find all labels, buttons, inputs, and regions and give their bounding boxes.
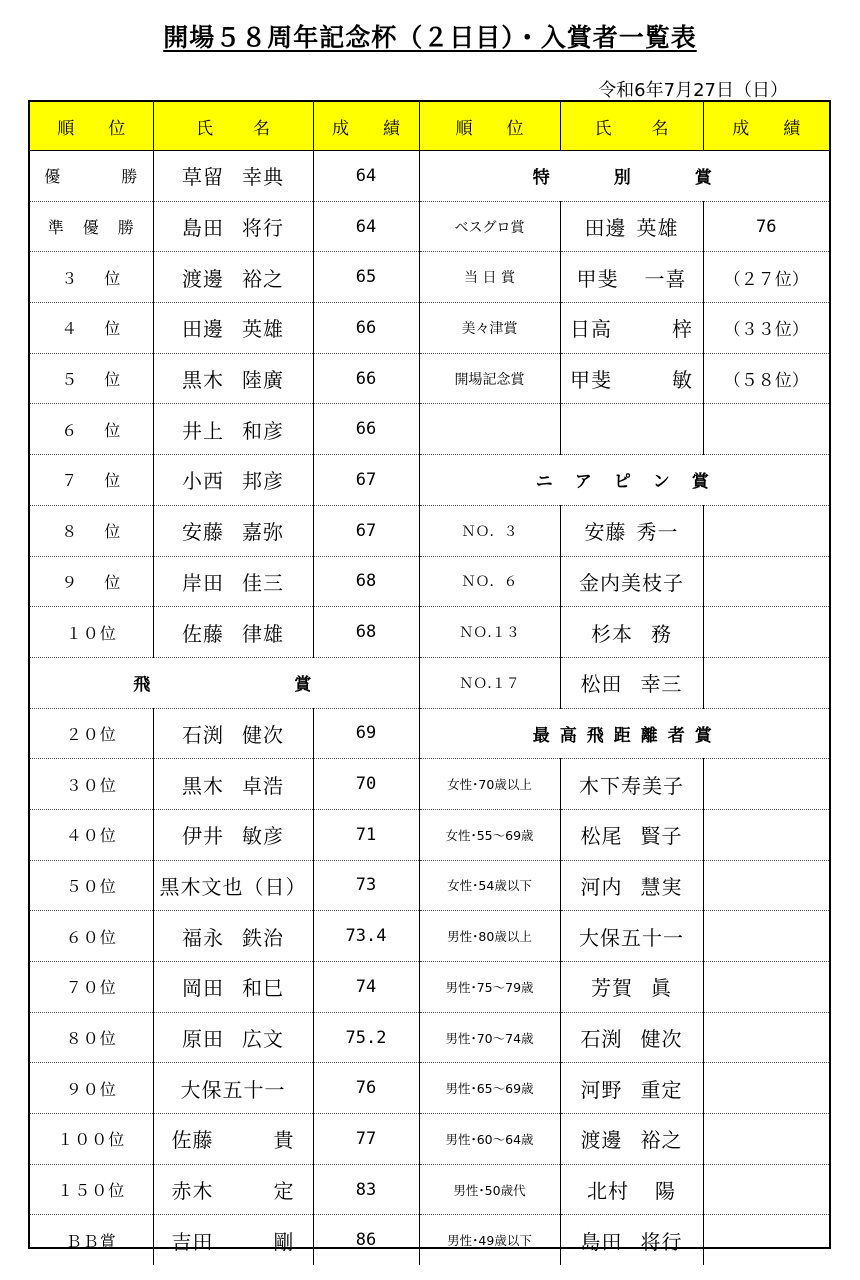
category-label: 男性･60～64歳 (419, 1114, 560, 1165)
empty-cell (703, 1063, 829, 1114)
score-cell: 83 (313, 1164, 419, 1215)
category-label: 男性･49歳以下 (419, 1215, 560, 1265)
longest-drive-winner: 河野 重定 (560, 1063, 703, 1114)
award-winner: 甲斐 敏 (560, 353, 703, 404)
player-name: 伊井 敏彦 (153, 809, 313, 860)
hole-number: ＮＯ.１３ (419, 607, 560, 658)
award-rank-note: （３３位） (703, 303, 829, 354)
rank-cell: ７ 位 (30, 455, 153, 506)
player-name: 島田 将行 (153, 201, 313, 252)
table-row (30, 353, 829, 404)
award-winner: 田邊 英雄 (560, 201, 703, 252)
table-row (30, 1114, 829, 1165)
longest-drive-winner: 河内 慧実 (560, 860, 703, 911)
empty-cell (703, 607, 829, 658)
longest-drive-winner: 北村 陽 (560, 1164, 703, 1215)
score-cell: 66 (313, 303, 419, 354)
rank-cell: １０位 (30, 607, 153, 658)
score-cell: 77 (313, 1114, 419, 1165)
header-rank: 順 位 (30, 102, 153, 151)
empty-cell (703, 505, 829, 556)
empty-cell (703, 1164, 829, 1215)
player-name: 大保五十一 (153, 1063, 313, 1114)
rank-cell: ６０位 (30, 911, 153, 962)
longest-drive-winner: 石渕 健次 (560, 1012, 703, 1063)
empty-cell (419, 404, 560, 455)
special-award-section: 特 別 賞 (419, 151, 829, 202)
player-name: 黒木 卓浩 (153, 759, 313, 810)
empty-cell (560, 404, 703, 455)
category-label: 女性･70歳以上 (419, 759, 560, 810)
fly-award-section: 飛 賞 (30, 657, 419, 708)
hole-number: ＮＯ.１７ (419, 657, 560, 708)
rank-cell: ５ 位 (30, 353, 153, 404)
award-name: 当 日 賞 (419, 252, 560, 303)
page-title: 開場５８周年記念杯（２日目）・入賞者一覧表 (163, 23, 697, 52)
score-cell: 67 (313, 505, 419, 556)
player-name: 佐藤 貴 (153, 1114, 313, 1165)
rank-cell: ４ 位 (30, 303, 153, 354)
score-cell: 73 (313, 860, 419, 911)
table-row (30, 809, 829, 860)
longest-drive-winner: 大保五十一 (560, 911, 703, 962)
award-rank-note: （２７位） (703, 252, 829, 303)
empty-cell (703, 404, 829, 455)
table-row (30, 201, 829, 252)
player-name: 小西 邦彦 (153, 455, 313, 506)
player-name: 福永 鉄治 (153, 911, 313, 962)
table-row (30, 252, 829, 303)
category-label: 男性･70～74歳 (419, 1012, 560, 1063)
category-label: 女性･54歳以下 (419, 860, 560, 911)
player-name: 黒木文也（日） (153, 860, 313, 911)
category-label: 男性･80歳以上 (419, 911, 560, 962)
player-name: 井上 和彦 (153, 404, 313, 455)
table-row (30, 607, 829, 658)
longest-drive-winner: 木下寿美子 (560, 759, 703, 810)
rank-cell: ８０位 (30, 1012, 153, 1063)
award-rank-note: （５８位） (703, 353, 829, 404)
table-row (30, 962, 829, 1013)
score-cell: 67 (313, 455, 419, 506)
results-table-frame (28, 100, 831, 1254)
table-row (30, 505, 829, 556)
player-name: 原田 広文 (153, 1012, 313, 1063)
table-row (30, 708, 829, 759)
rank-cell: １５０位 (30, 1164, 153, 1215)
header-name: 氏 名 (560, 102, 703, 151)
empty-cell (703, 759, 829, 810)
nearpin-section: ニ ア ピ ン 賞 (419, 455, 829, 506)
category-label: 女性･55～69歳 (419, 809, 560, 860)
rank-cell: ７０位 (30, 962, 153, 1013)
event-date: 令和6年7月27日（日） (598, 80, 788, 101)
rank-cell: ４０位 (30, 809, 153, 860)
score-cell: 74 (313, 962, 419, 1013)
score-cell: 66 (313, 404, 419, 455)
table-row (30, 759, 829, 810)
table-row (30, 303, 829, 354)
score-cell: 69 (313, 708, 419, 759)
score-cell: 71 (313, 809, 419, 860)
rank-cell: ８ 位 (30, 505, 153, 556)
rank-cell: １００位 (30, 1114, 153, 1165)
header-row (30, 102, 829, 151)
award-winner: 甲斐 一喜 (560, 252, 703, 303)
table-row (30, 1164, 829, 1215)
table-row (30, 1012, 829, 1063)
score-cell: 64 (313, 151, 419, 202)
rank-cell: ３０位 (30, 759, 153, 810)
header-score: 成 績 (313, 102, 419, 151)
nearpin-winner: 金内美枝子 (560, 556, 703, 607)
nearpin-winner: 杉本 務 (560, 607, 703, 658)
player-name: 渡邊 裕之 (153, 252, 313, 303)
rank-cell: 準 優 勝 (30, 201, 153, 252)
empty-cell (703, 657, 829, 708)
hole-number: ＮＯ．６ (419, 556, 560, 607)
empty-cell (703, 809, 829, 860)
empty-cell (703, 1012, 829, 1063)
player-name: 岡田 和巳 (153, 962, 313, 1013)
score-cell: 65 (313, 252, 419, 303)
award-winner: 日高 梓 (560, 303, 703, 354)
score-cell: 68 (313, 556, 419, 607)
rank-cell: ２０位 (30, 708, 153, 759)
score-cell: 73.4 (313, 911, 419, 962)
rank-cell: ３ 位 (30, 252, 153, 303)
header-name: 氏 名 (153, 102, 313, 151)
empty-cell (703, 962, 829, 1013)
table-row (30, 151, 829, 202)
score-cell: 68 (313, 607, 419, 658)
empty-cell (703, 556, 829, 607)
results-table (30, 102, 829, 1265)
empty-cell (703, 911, 829, 962)
header-rank: 順 位 (419, 102, 560, 151)
score-cell: 70 (313, 759, 419, 810)
table-row (30, 1063, 829, 1114)
player-name: 石渕 健次 (153, 708, 313, 759)
award-name: 美々津賞 (419, 303, 560, 354)
table-row (30, 1215, 829, 1265)
rank-cell: ６ 位 (30, 404, 153, 455)
category-label: 男性･50歳代 (419, 1164, 560, 1215)
player-name: 黒木 陸廣 (153, 353, 313, 404)
award-name: 開場記念賞 (419, 353, 560, 404)
score-cell: 76 (313, 1063, 419, 1114)
empty-cell (703, 860, 829, 911)
empty-cell (703, 1215, 829, 1265)
rank-cell: ９０位 (30, 1063, 153, 1114)
table-row (30, 860, 829, 911)
table-row (30, 657, 829, 708)
player-name: 佐藤 律雄 (153, 607, 313, 658)
rank-cell: 優 勝 (30, 151, 153, 202)
nearpin-winner: 松田 幸三 (560, 657, 703, 708)
rank-cell: ＢＢ賞 (65, 1231, 117, 1251)
rank-cell: ５０位 (30, 860, 153, 911)
longest-drive-winner: 芳賀 眞 (560, 962, 703, 1013)
score-cell: 66 (313, 353, 419, 404)
score-cell: 86 (313, 1215, 419, 1265)
score-cell: 64 (313, 201, 419, 252)
player-name: 草留 幸典 (153, 151, 313, 202)
longest-drive-winner: 松尾 賢子 (560, 809, 703, 860)
category-label: 男性･65～69歳 (419, 1063, 560, 1114)
empty-cell (703, 1114, 829, 1165)
player-name: 赤木 定 (153, 1164, 313, 1215)
table-row (30, 404, 829, 455)
nearpin-winner: 安藤 秀一 (560, 505, 703, 556)
table-row (30, 455, 829, 506)
player-name: 安藤 嘉弥 (153, 505, 313, 556)
hole-number: ＮＯ．３ (419, 505, 560, 556)
table-row (30, 911, 829, 962)
category-label: 男性･75～79歳 (419, 962, 560, 1013)
player-name: 岸田 佳三 (153, 556, 313, 607)
award-name: ベスグロ賞 (419, 201, 560, 252)
longest-drive-winner: 島田 将行 (560, 1215, 703, 1265)
longest-drive-section: 最 高 飛 距 離 者 賞 (419, 708, 829, 759)
score-cell: 75.2 (313, 1012, 419, 1063)
header-score: 成 績 (703, 102, 829, 151)
player-name: 田邊 英雄 (153, 303, 313, 354)
award-score: 76 (703, 201, 829, 252)
player-name: 吉田 剛 (153, 1215, 313, 1265)
longest-drive-winner: 渡邊 裕之 (560, 1114, 703, 1165)
rank-cell: ９ 位 (30, 556, 153, 607)
table-row (30, 556, 829, 607)
